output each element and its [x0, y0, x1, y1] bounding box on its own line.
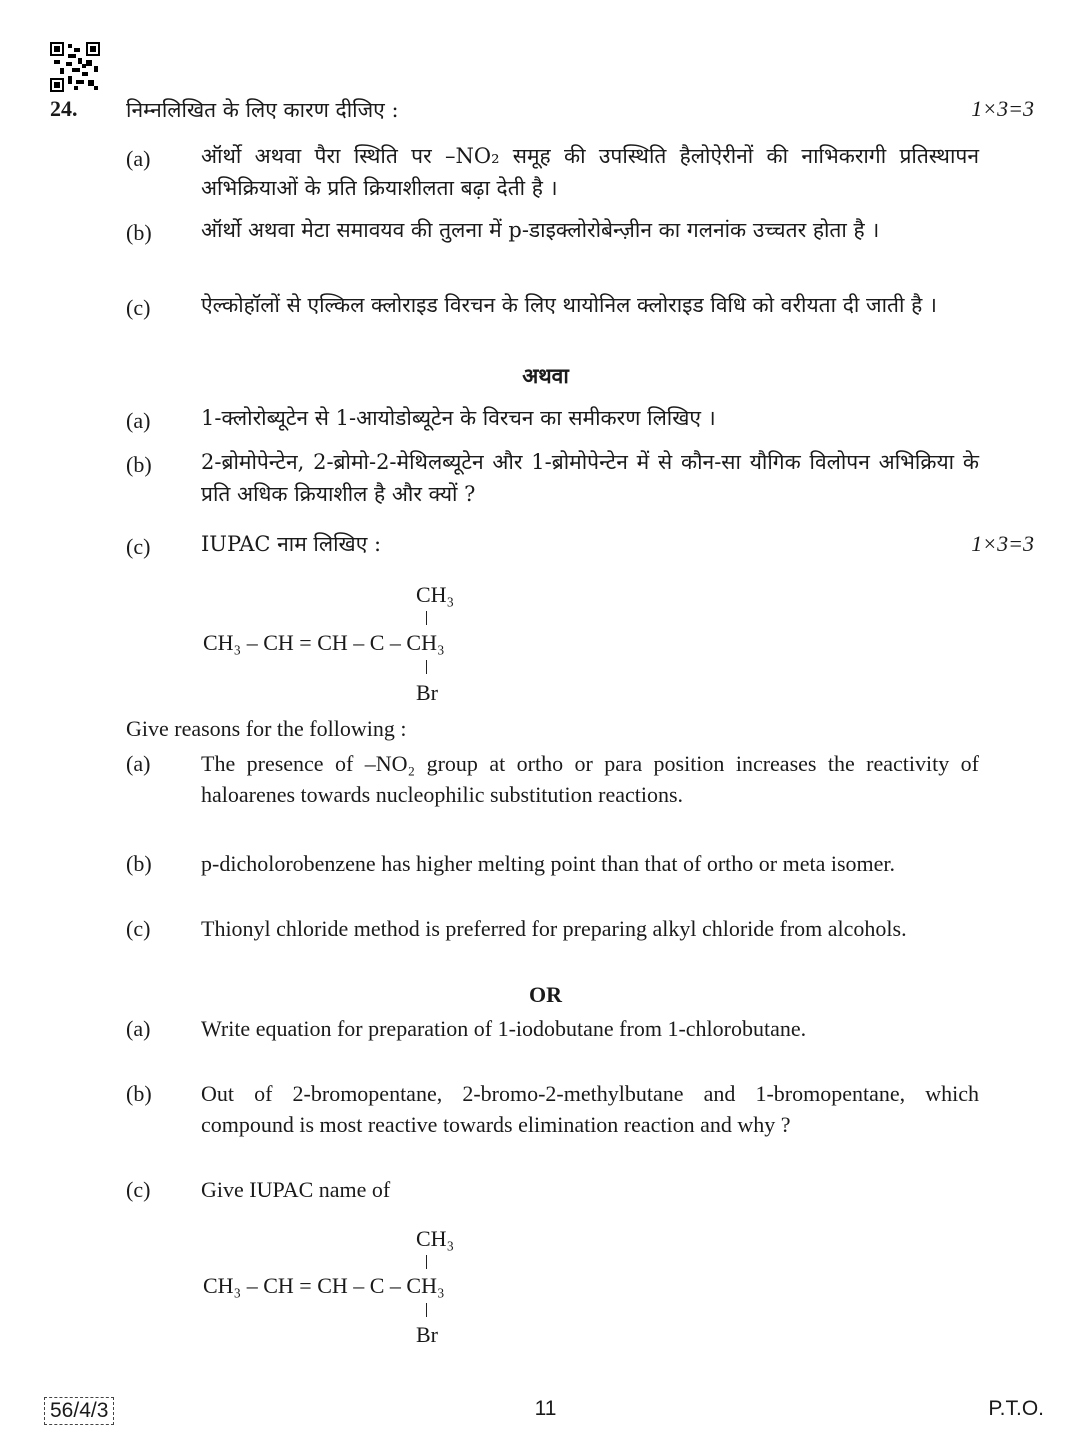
hindi-or-heading: अथवा [522, 363, 569, 388]
english-item-b: p-dicholorobenzene has higher melting point than that of ortho or meta isomer. [201, 851, 896, 876]
hindi-or-item-a: 1-क्लोरोब्यूटेन से 1-आयोडोब्यूटेन के विरचन का समीकरण लिखिए । [201, 406, 716, 430]
hindi-or-item-b: 2-ब्रोमोपेन्टेन, 2-ब्रोमो-2-मेथिलब्यूटेन और 1-ब्रोमोपेन्टेन में से कौन-सा यौगिक विलोपन अभिक्रिया के प्रति अधिक क्रियाशील है और क्यों ? [201, 450, 979, 506]
hindi-item-b: ऑर्थो अथवा मेटा समावयव की तुलना में p-डाइक्लोरोबेन्ज़ीन का गलनांक उच्चतर होता है । [201, 218, 880, 242]
item-label: (c) [126, 534, 151, 559]
item-label: (a) [126, 751, 151, 776]
item-label: (b) [126, 851, 152, 876]
item-label: (a) [126, 1016, 151, 1041]
item-label: (b) [126, 452, 152, 477]
formula-top-group: CH₃ [416, 582, 455, 607]
english-item-c: Thionyl chloride method is preferred for preparing alkyl chloride from alcohols. [201, 916, 907, 941]
hindi-intro: निम्नलिखित के लिए कारण दीजिए : [126, 98, 399, 122]
english-intro: Give reasons for the following : [126, 716, 407, 741]
marks-label: 1×3=3 [971, 96, 1034, 121]
english-or-item-c: Give IUPAC name of [201, 1177, 391, 1202]
page-number: 11 [534, 1397, 557, 1420]
item-label: (c) [126, 916, 151, 941]
marks-label: 1×3=3 [971, 531, 1034, 556]
qr-code [50, 42, 100, 92]
formula-main-chain: CH₃ – CH = CH – C – CH₃ [203, 1273, 445, 1298]
hindi-or-item-c: IUPAC नाम लिखिए : [201, 532, 382, 556]
formula-bottom-group: Br [416, 680, 438, 705]
english-item-a: The presence of –NO₂ group at ortho or para position increases the reactivity of haloarenes towards nucleophilic substitution reactions. [201, 751, 979, 807]
english-or-heading: OR [529, 982, 562, 1007]
english-or-item-a: Write equation for preparation of 1-iodobutane from 1-chlorobutane. [201, 1016, 807, 1041]
hindi-item-a: ऑर्थो अथवा पैरा स्थिति पर –NO₂ समूह की उपस्थिति हैलोऐरीनों की नाभिकरागी प्रतिस्थापन अभिक्रियाओं के प्रति क्रियाशीलता बढ़ा देती है । [201, 144, 979, 200]
english-or-item-b: Out of 2-bromopentane, 2-bromo-2-methylbutane and 1-bromopentane, which compound is most reactive towards elimination reaction and why ? [201, 1081, 979, 1137]
hindi-item-c: ऐल्कोहॉलों से एल्किल क्लोराइड विरचन के लिए थायोनिल क्लोराइड विधि को वरीयता दी जाती है । [201, 293, 937, 317]
formula-main-chain: CH₃ – CH = CH – C – CH₃ [203, 630, 445, 655]
item-label: (b) [126, 220, 152, 245]
item-label: (a) [126, 408, 151, 433]
item-label: (b) [126, 1081, 152, 1106]
item-label: (a) [126, 146, 151, 171]
formula-bottom-group: Br [416, 1322, 438, 1347]
item-label: (c) [126, 1177, 151, 1202]
question-number: 24. [50, 96, 78, 121]
item-label: (c) [126, 295, 151, 320]
pto-label: P.T.O. [988, 1397, 1044, 1420]
formula-top-group: CH₃ [416, 1226, 455, 1251]
paper-code-box: 56/4/3 [44, 1397, 114, 1425]
